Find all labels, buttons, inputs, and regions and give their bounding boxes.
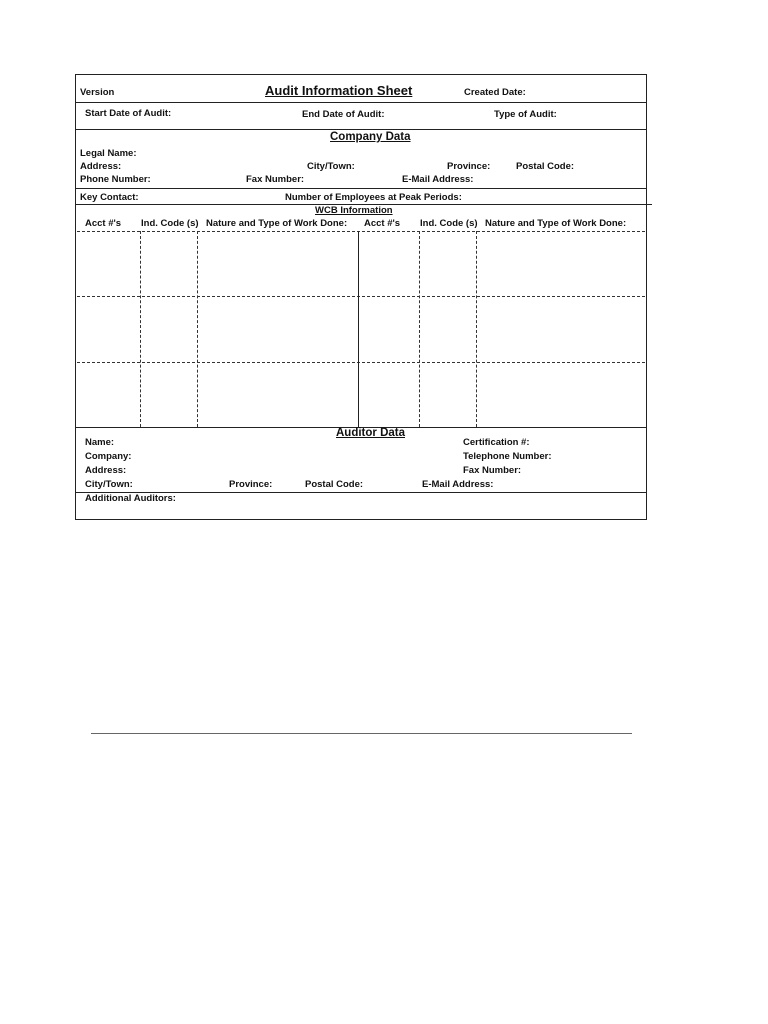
page-divider-line [91,733,632,734]
wcb-grid-line [77,296,645,297]
wcb-grid-line [140,231,141,427]
auditor-data-heading: Auditor Data [336,427,405,439]
end-date-label: End Date of Audit: [302,109,385,120]
key-contact-label: Key Contact: [80,192,139,203]
form-border-left [75,74,76,520]
company-postal-label: Postal Code: [516,161,575,172]
additional-auditors-label: Additional Auditors: [85,493,176,504]
auditor-fax-label: Fax Number: [463,465,522,476]
wcb-grid-line [358,231,359,427]
form-border-bottom [75,519,647,520]
wcb-col-nature-1: Nature and Type of Work Done: [206,218,348,229]
wcb-grid-line [77,231,645,232]
telephone-label: Telephone Number: [463,451,552,462]
wcb-col-nature-2: Nature and Type of Work Done: [485,218,627,229]
company-divider [75,188,647,189]
wcb-grid-line [77,362,645,363]
form-border-top [75,74,647,75]
auditor-city-label: City/Town: [85,479,133,490]
wcb-col-indcode-1: Ind. Code (s) [141,218,199,229]
company-data-heading: Company Data [330,131,411,143]
created-date-label: Created Date: [464,87,526,98]
company-province-label: Province: [447,161,491,172]
certification-label: Certification #: [463,437,530,448]
wcb-grid-line [476,231,477,427]
wcb-grid-line [419,231,420,427]
dates-divider [75,129,647,130]
wcb-col-acct-2: Acct #'s [364,218,401,229]
legal-name-label: Legal Name: [80,148,137,159]
auditor-province-label: Province: [229,479,273,490]
form-title: Audit Information Sheet [265,83,413,98]
auditor-company-label: Company: [85,451,132,462]
auditor-postal-label: Postal Code: [305,479,364,490]
wcb-col-acct-1: Acct #'s [85,218,122,229]
company-fax-label: Fax Number: [246,174,305,185]
auditor-name-label: Name: [85,437,115,448]
auditor-address-label: Address: [85,465,127,476]
company-phone-label: Phone Number: [80,174,151,185]
company-address-label: Address: [80,161,122,172]
company-city-label: City/Town: [307,161,355,172]
form-border-right [646,74,647,520]
auditor-email-label: E-Mail Address: [422,479,494,490]
header-divider [75,102,647,103]
type-of-audit-label: Type of Audit: [494,109,557,120]
wcb-information-heading: WCB Information [315,205,393,216]
wcb-grid-line [197,231,198,427]
company-email-label: E-Mail Address: [402,174,474,185]
start-date-label: Start Date of Audit: [85,108,172,119]
wcb-col-indcode-2: Ind. Code (s) [420,218,478,229]
version-label: Version [80,87,115,98]
employees-label: Number of Employees at Peak Periods: [285,192,462,203]
